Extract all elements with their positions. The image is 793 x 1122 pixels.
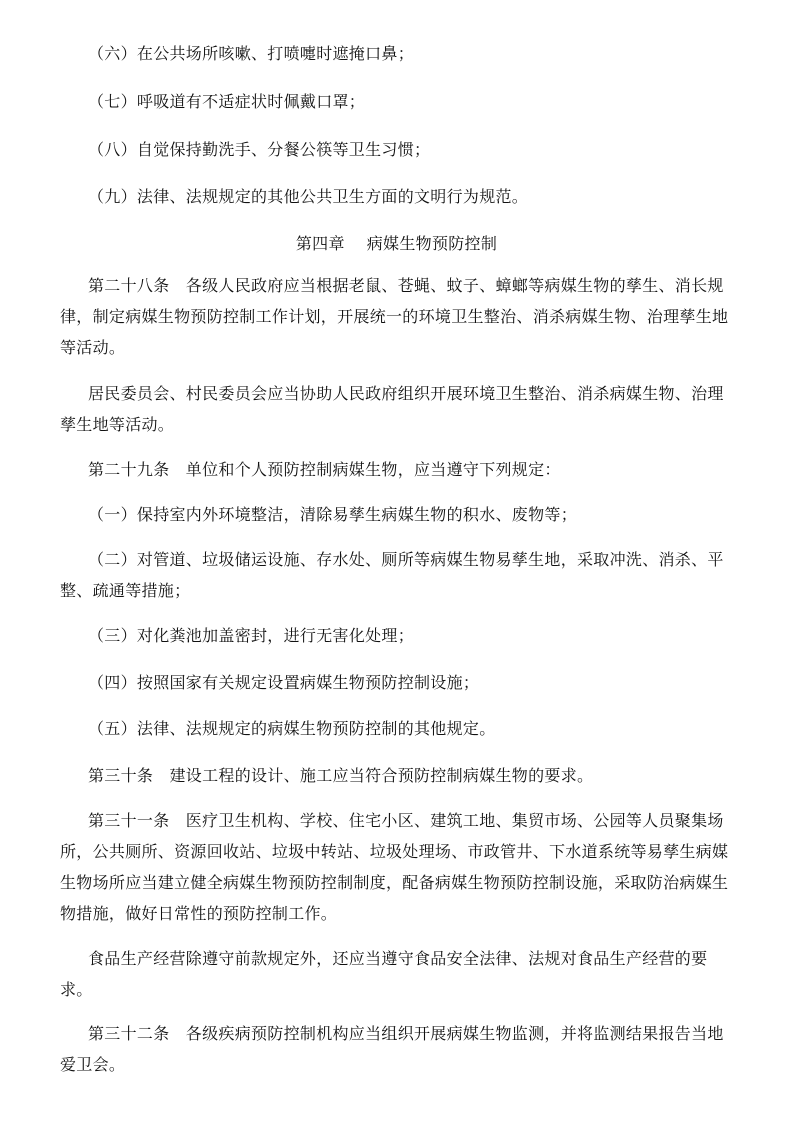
article-31-line-1: 第三十一条 医疗卫生机构、学校、住宅小区、建筑工地、集贸市场、公园等人员聚集场: [88, 811, 724, 830]
chapter-heading: [0, 228, 793, 259]
article-32: [60, 1018, 748, 1080]
article-29-item-2-line-2: 整、疏通等措施；: [60, 581, 191, 600]
article-28-para-2: [60, 378, 748, 440]
article-29-item-1: （一）保持室内外环境整洁，清除易孳生病媒生物的积水、废物等；: [88, 505, 578, 524]
article-31-para-2-line-2: 求。: [60, 980, 93, 999]
article-31: [60, 805, 748, 929]
article-28-line-2: 律，制定病媒生物预防控制工作计划，开展统一的环境卫生整治、消杀病媒生物、治理孳生地: [60, 307, 729, 326]
clause-7: （七）呼吸道有不适症状时佩戴口罩；: [88, 92, 366, 111]
article-29-item-3: （三）对化粪池加盖密封，进行无害化处理；: [88, 626, 415, 645]
article-32-line-1: 第三十二条 各级疾病预防控制机构应当组织开展病媒生物监测，并将监测结果报告当地: [88, 1024, 724, 1043]
article-28: [60, 270, 748, 363]
article-31-line-4: 物措施，做好日常性的预防控制工作。: [60, 904, 338, 923]
article-31-line-2: 所，公共厕所、资源回收站、垃圾中转站、垃圾处理场、市政管井、下水道系统等易孳生病媒: [60, 842, 729, 861]
article-29-item-4: （四）按照国家有关规定设置病媒生物预防控制设施；: [88, 673, 480, 692]
article-31-line-3: 生物场所应当建立健全病媒生物预防控制制度，配备病媒生物预防控制设施，采取防治病媒生: [60, 873, 729, 892]
chapter-number: 第四章: [295, 234, 345, 253]
article-29-item-5: （五）法律、法规规定的病媒生物预防控制的其他规定。: [88, 719, 496, 738]
article-32-line-2: 爱卫会。: [60, 1055, 126, 1074]
article-31-para-2: [60, 943, 748, 1005]
article-28-line-3: 等活动。: [60, 338, 126, 357]
article-29: 第二十九条 单位和个人预防控制病媒生物，应当遵守下列规定：: [88, 460, 561, 479]
clause-8: （八）自觉保持勤洗手、分餐公筷等卫生习惯；: [88, 140, 431, 159]
article-28-para-2-line-2: 孳生地等活动。: [60, 415, 175, 434]
article-31-para-2-line-1: 食品生产经营除遵守前款规定外，还应当遵守食品安全法律、法规对食品生产经营的要: [88, 949, 708, 968]
clause-9: （九）法律、法规规定的其他公共卫生方面的文明行为规范。: [88, 187, 529, 206]
article-29-item-2-line-1: （二）对管道、垃圾储运设施、存水处、厕所等病媒生物易孳生地，采取冲洗、消杀、平: [88, 550, 724, 569]
chapter-title: 病媒生物预防控制: [366, 234, 498, 253]
article-28-para-2-line-1: 居民委员会、村民委员会应当协助人民政府组织开展环境卫生整治、消杀病媒生物、治理: [88, 384, 724, 403]
article-29-item-2: [60, 544, 748, 606]
clause-6: （六）在公共场所咳嗽、打喷嚏时遮掩口鼻；: [88, 44, 415, 63]
article-30: 第三十条 建设工程的设计、施工应当符合预防控制病媒生物的要求。: [88, 766, 594, 785]
article-28-line-1: 第二十八条 各级人民政府应当根据老鼠、苍蝇、蚊子、蟑螂等病媒生物的孳生、消长规: [88, 276, 724, 295]
